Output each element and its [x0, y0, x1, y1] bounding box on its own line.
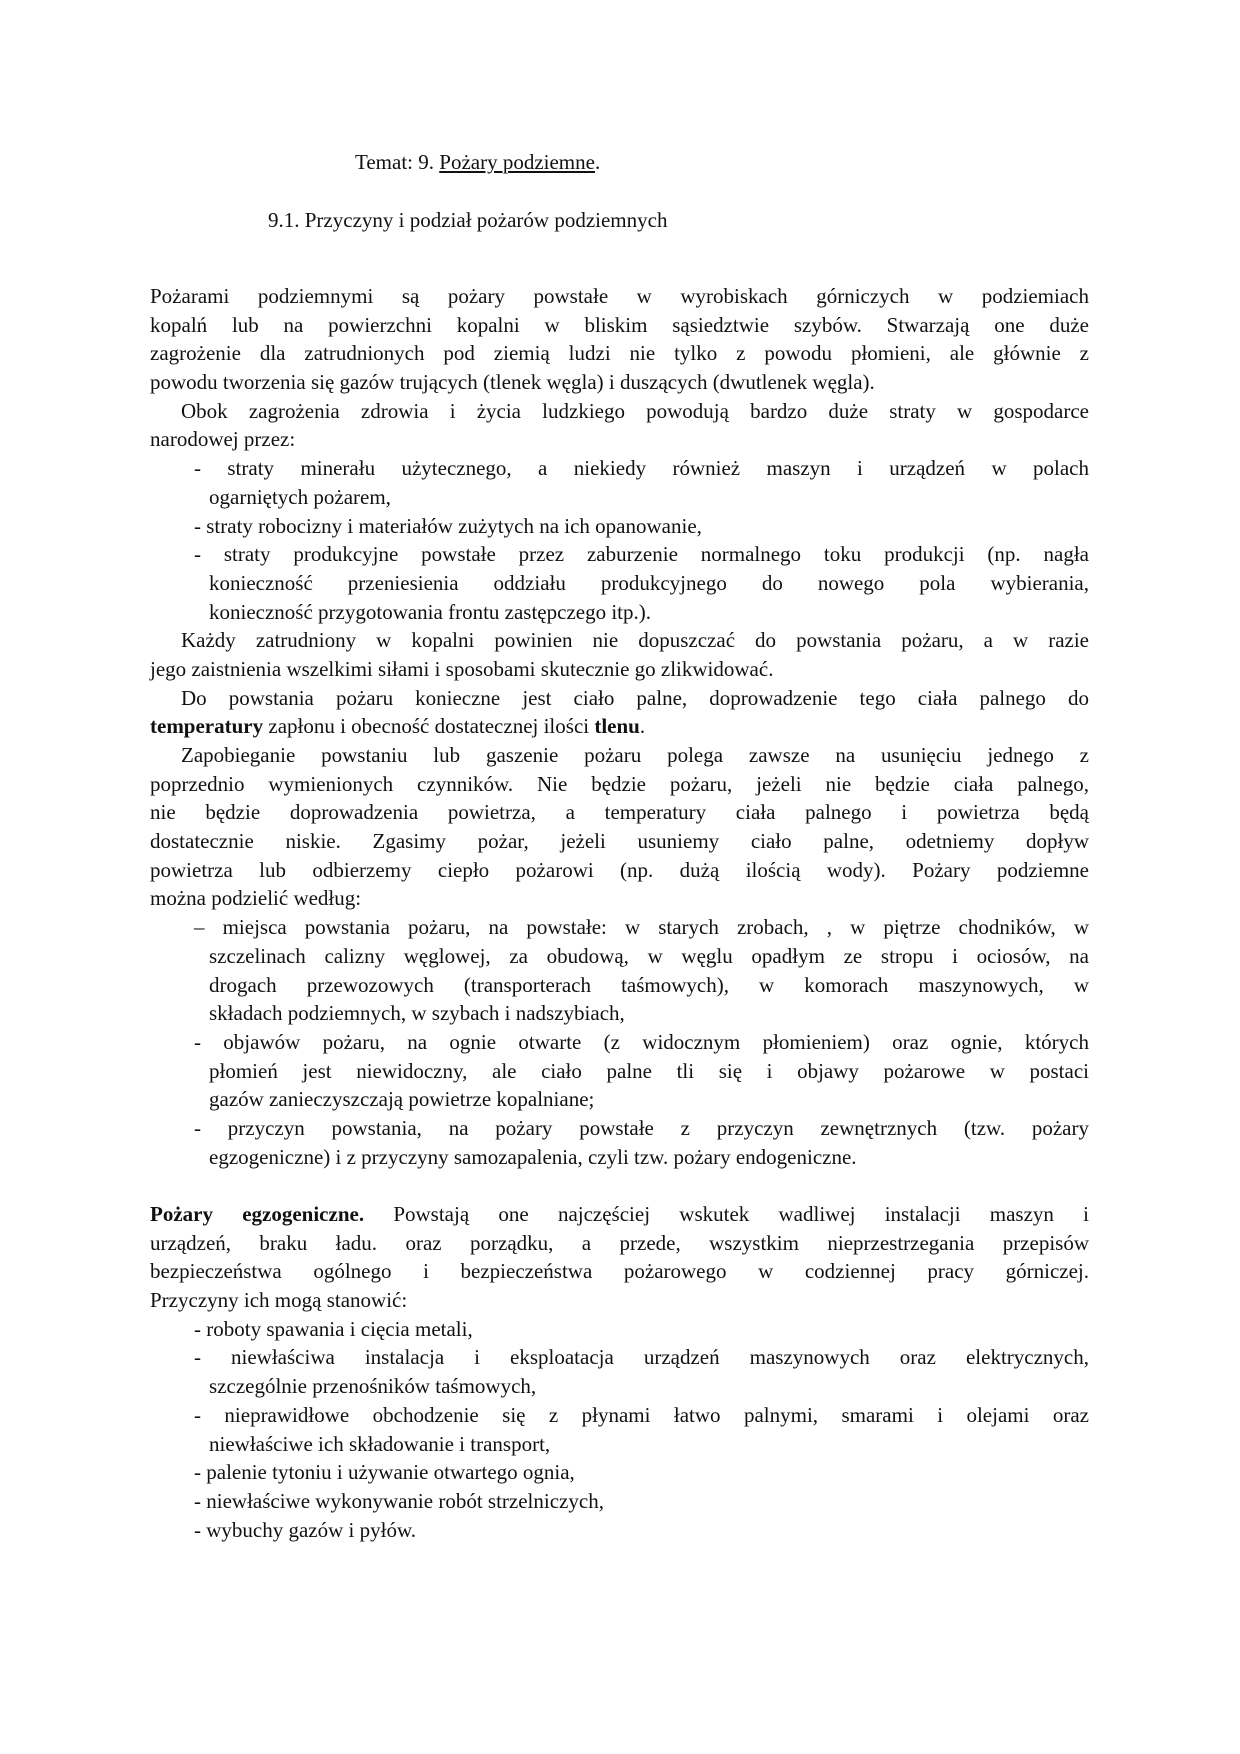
- document-body: [150, 282, 1089, 1544]
- title-underlined: Pożary podziemne: [439, 150, 595, 174]
- bold-heading: Pożary egzogeniczne.: [150, 1202, 365, 1226]
- text-line: bezpieczeństwa ogólnego i bezpieczeństwa pożarowego w codziennej pracy górniczej.: [150, 1259, 1089, 1284]
- text-line: urządzeń, braku ładu. oraz porządku, a przede, wszystkim nieprzestrzegania przepisów: [150, 1230, 1089, 1255]
- list-item: - nieprawidłowe obchodzenie się z płynami łatwo palnymi, smarami i olejami oraz: [194, 1402, 1089, 1427]
- list-item-continuation: konieczność przygotowania frontu zastępczego itp.).: [209, 599, 651, 624]
- section-heading: 9.1. Przyczyny i podział pożarów podziemnych: [268, 208, 668, 232]
- text-line: Do powstania pożaru konieczne jest ciało palne, doprowadzenie tego ciała palnego do: [181, 685, 1089, 710]
- list-item: - niewłaściwa instalacja i eksploatacja urządzeń maszynowych oraz elektrycznych,: [194, 1345, 1089, 1370]
- text-line: powietrza lub odbierzemy ciepło pożarowi (np. dużą ilością wody). Pożary podziemne: [150, 857, 1089, 882]
- text-line: Pożarami podziemnymi są pożary powstałe w wyrobiskach górniczych w podziemiach: [150, 284, 1089, 308]
- text-line: Zapobieganie powstaniu lub gaszenie pożaru polega zawsze na usunięciu jednego z: [181, 743, 1089, 767]
- text-line: narodowej przez:: [150, 427, 296, 452]
- text-line: Obok zagrożenia zdrowia i życia ludzkiego powodują bardzo duże straty w gospodarce: [181, 398, 1089, 423]
- text-line: Przyczyny ich mogą stanowić:: [150, 1288, 408, 1313]
- list-item: - straty minerału użytecznego, a niekiedy również maszyn i urządzeń w polach: [194, 456, 1089, 481]
- list-item-continuation: niewłaściwe ich składowanie i transport,: [209, 1431, 551, 1456]
- list-item: - przyczyn powstania, na pożary powstałe z przyczyn zewnętrznych (tzw. pożary: [194, 1115, 1089, 1140]
- list-item-continuation: szczególnie przenośników taśmowych,: [209, 1374, 537, 1399]
- list-item: - wybuchy gazów i pyłów.: [194, 1517, 417, 1542]
- bold-term: temperatury: [150, 714, 264, 739]
- title-prefix: Temat: 9.: [355, 150, 440, 174]
- list-item-continuation: drogach przewozowych (transporterach taśmowych), w komorach maszynowych, w: [209, 972, 1089, 997]
- list-item: – miejsca powstania pożaru, na powstałe: w starych zrobach, , w piętrze chodników, w: [194, 915, 1089, 940]
- text-line: kopalń lub na powierzchni kopalni w bliskim sąsiedztwie szybów. Stwarzają one duże: [150, 312, 1089, 337]
- text-segment: zapłonu i obecność dostatecznej ilości: [263, 714, 595, 739]
- text-segment: .: [639, 714, 646, 739]
- text-line: dostatecznie niskie. Zgasimy pożar, jeżeli usuniemy ciało palne, odetniemy dopływ: [150, 829, 1089, 854]
- list-item: - objawów pożaru, na ognie otwarte (z widocznym płomieniem) oraz ognie, których: [194, 1029, 1089, 1054]
- list-item: - roboty spawania i cięcia metali,: [194, 1316, 473, 1341]
- list-item: - straty robocizny i materiałów zużytych na ich opanowanie,: [194, 513, 702, 538]
- text-line: zagrożenie dla zatrudnionych pod ziemią ludzi nie tylko z powodu płomieni, ale głównie z: [150, 341, 1089, 366]
- text-line: Każdy zatrudniony w kopalni powinien nie dopuszczać do powstania pożaru, a w razie: [181, 628, 1089, 653]
- text-line: poprzednio wymienionych czynników. Nie będzie pożaru, jeżeli nie będzie ciała palnego,: [150, 771, 1089, 796]
- text-line: można podzielić według:: [150, 886, 362, 911]
- text-line: [150, 1200, 1089, 1229]
- bold-term: tlenu: [594, 714, 640, 739]
- list-item-continuation: gazów zanieczyszczają powietrze kopalniane;: [209, 1087, 595, 1112]
- list-item: - niewłaściwe wykonywanie robót strzelniczych,: [194, 1488, 604, 1513]
- text-line: powodu tworzenia się gazów trujących (tlenek węgla) i duszących (dwutlenek węgla).: [150, 370, 875, 395]
- title-suffix: .: [594, 150, 601, 174]
- text-line: [150, 712, 1089, 741]
- list-item-continuation: szczelinach calizny węglowej, za obudową, w węglu opadłym ze stropu i ociosów, na: [209, 943, 1089, 968]
- page-title: [355, 150, 600, 175]
- text-line: nie będzie doprowadzenia powietrza, a temperatury ciała palnego i powietrza będą: [150, 800, 1089, 825]
- list-item-continuation: egzogeniczne) i z przyczyny samozapalenia, czyli tzw. pożary endogeniczne.: [209, 1144, 857, 1169]
- list-item-continuation: składach podziemnych, w szybach i nadszybiach,: [209, 1001, 625, 1026]
- text-line: jego zaistnienia wszelkimi siłami i sposobami skutecznie go zlikwidować.: [150, 656, 774, 681]
- text-segment: Powstają one najczęściej wskutek wadliwej instalacji maszyn i: [364, 1202, 1089, 1226]
- blank-line: [150, 1171, 1089, 1200]
- list-item-continuation: konieczność przeniesienia oddziału produkcyjnego do nowego pola wybierania,: [209, 570, 1089, 595]
- list-item-continuation: ogarniętych pożarem,: [209, 484, 391, 509]
- list-item-continuation: płomień jest niewidoczny, ale ciało palne tli się i objawy pożarowe w postaci: [209, 1058, 1089, 1083]
- list-item: - palenie tytoniu i używanie otwartego ognia,: [194, 1460, 575, 1485]
- list-item: - straty produkcyjne powstałe przez zaburzenie normalnego toku produkcji (np. nagła: [194, 542, 1089, 567]
